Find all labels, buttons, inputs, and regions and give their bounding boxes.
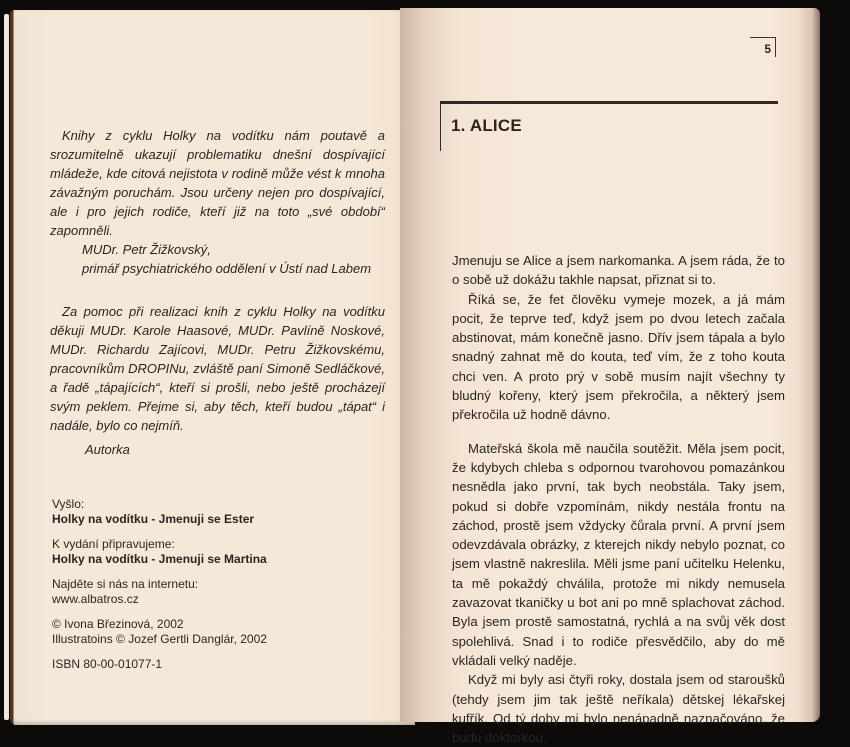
body-paragraph: Mateřská škola mě naučila soutěžit. Měla jsem pocit, že kdybych chleba s odpornou tvarohovou pomazánkou nesnědla jako první, tak bych neobstála. Taky jsem, pokud si dobře vzpomínám, nikdy nestála frontu na záchod, prostě jsem vždycky čůrala první. A první jsem odevzdávala obrázky, z kterejch nikdy nebylo poznat, co jsem vlastně nakreslila. Měli jsme paní učitelku Helenku, ta mě pokaždý chválila, protože mi nikdy nemusela zavazovat tkaničky u bot ani po mně splachovat záchod. Byla jsem prostě samostatná, rychlá a na svůj věk dost spolehlivá. Snad i to rodiče přesvědčilo, aby do mě vkládali velký naděje. [452,440,785,668]
upcoming-title: Holky na vodítku - Jmenuji se Martina [52,552,267,566]
copyright-author: © Ivona Březinová, 2002 [52,617,184,631]
copyright-group [52,617,352,647]
body-paragraph: Když mi byly asi čtyři roky, dostala jsem od staroušků (tehdy jsem jim tak ještě neříkala) dětskej lékařskej kufřík. Od tý doby mi bylo nenápadně naznačováno, že budu doktorkou. [452,672,785,746]
web-url: www.albatros.cz [52,592,139,606]
web-label: Najděte si nás na internetu: [52,577,199,591]
chapter-rule-side [440,101,441,151]
upcoming-label: K vydání připravujeme: [52,537,175,551]
web-group [52,577,352,607]
thanks-paragraph [50,302,385,435]
chapter-rule [440,101,778,104]
signature-name: MUDr. Petr Žižkovský, [82,242,211,257]
isbn: ISBN 80-00-01077-1 [52,657,163,671]
copyright-illustrations: Illustratoins © Jozef Gertli Danglár, 2002 [52,632,267,646]
signature-block [82,240,402,278]
body-paragraph: Říká se, že fet člověku vymeje mozek, a já mám pocit, že teprve teď, když jsem po dvou letech začala abstinovat, mám konečně jasno. Dřív jsem tápala a bylo snadný zahnat mě do kouta, teď vím, že z toho kouta chci ven. A proto prý v sobě musím najít všechny ty bludný kořeny, který jsem překročila, a některý jsem překročila už hodně dávno. [452,291,785,423]
intro-paragraph [50,126,385,240]
imprint [52,497,352,682]
intro-text: Knihy z cyklu Holky na vodítku nám poutavě a srozumitelně ukazují problematiku dnešní dospívající mládeže, kde citová nejistota v rodině může vést k mnoha závažným poruchám. Jsou určeny nejen pro dospívající, ale i pro jejich rodiče, kteří již na toto „své období“ zapomněli. [50,128,385,238]
body-paragraph: Jmenuju se Alice a jsem narkomanka. A jsem ráda, že to o sobě už dokážu takhle napsat, přiznat si to. [452,253,785,288]
page-number: 5 [750,37,776,57]
published-title: Holky na vodítku - Jmenuji se Ester [52,512,255,526]
signature-position: primář psychiatrického oddělení v Ústí nad Labem [82,261,372,276]
upcoming-group [52,537,352,567]
published-label: Vyšlo: [52,497,85,511]
published-group [52,497,352,527]
chapter-title: 1. ALICE [451,116,522,135]
chapter-body [452,251,785,747]
thanks-text: Za pomoc při realizaci knih z cyklu Holky na vodítku děkuji MUDr. Karole Haasové, MUDr. Pavlíně Noskové, MUDr. Richardu Zajícovi, MUDr. Petru Žižkovskému, pracovníkům DROPINu, zvláště paní Simoně Sedláčkové, a řadě „tápajících“, kteří si prošli, nebo ještě procházejí svým peklem. Přejme si, aby těch, kteří budou „tápat“ i nadále, bylo co nejmíň. [50,304,385,433]
author-sign: Autorka [85,442,130,457]
